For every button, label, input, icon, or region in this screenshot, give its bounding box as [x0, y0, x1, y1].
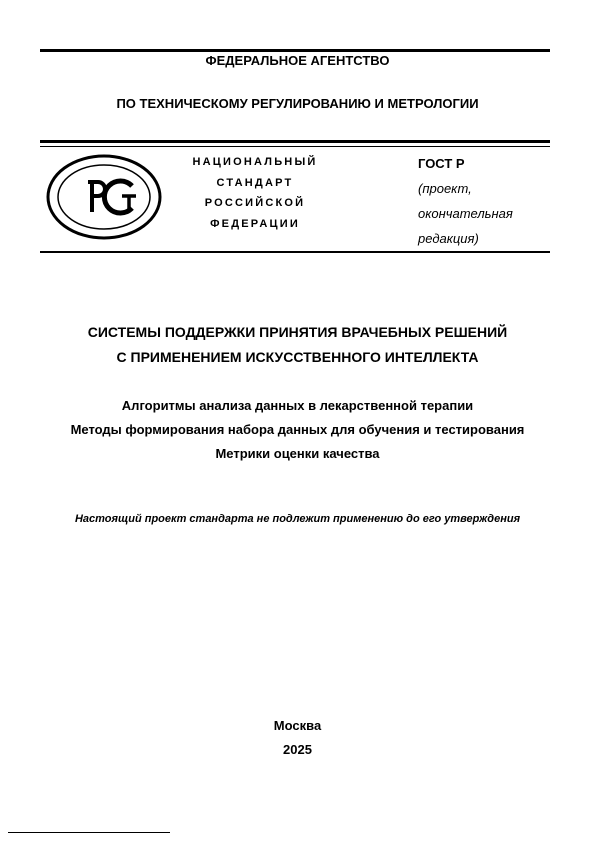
- publication-city: Москва: [273, 718, 322, 733]
- footnote-rule: [8, 832, 170, 833]
- draft-notice: Настоящий проект стандарта не подлежит применению до его утверждения: [74, 513, 521, 525]
- standard-label-line1: НАЦИОНАЛЬНЫЙ: [192, 156, 318, 168]
- draft-status: [418, 176, 513, 251]
- agency-name-line2: ПО ТЕХНИЧЕСКОМУ РЕГУЛИРОВАНИЮ И МЕТРОЛОГИИ: [116, 96, 479, 111]
- standard-block-rule: [40, 251, 550, 253]
- standard-label-line4: ФЕДЕРАЦИИ: [210, 218, 300, 230]
- subtitle-3: Метрики оценки качества: [215, 446, 380, 461]
- document-title-line2: С ПРИМЕНЕНИЕМ ИСКУССТВЕННОГО ИНТЕЛЛЕКТА: [116, 349, 479, 365]
- subtitle-2: Методы формирования набора данных для обучения и тестирования: [70, 422, 525, 437]
- document-title-line1: СИСТЕМЫ ПОДДЕРЖКИ ПРИНЯТИЯ ВРАЧЕБНЫХ РЕШЕНИЙ: [87, 324, 508, 340]
- top-rule: [40, 49, 550, 52]
- standard-label-line2: СТАНДАРТ: [216, 177, 294, 189]
- subtitle-1: Алгоритмы анализа данных в лекарственной терапии: [121, 398, 474, 413]
- draft-status-line2: окончательная: [418, 206, 513, 221]
- header-rule-thin: [40, 146, 550, 147]
- agency-name-line1: ФЕДЕРАЛЬНОЕ АГЕНТСТВО: [205, 53, 390, 68]
- gost-designation: ГОСТ Р: [418, 156, 465, 171]
- header-rule-thick: [40, 140, 550, 143]
- publication-year: 2025: [283, 742, 312, 757]
- draft-status-line3: редакция): [418, 231, 479, 246]
- gost-r-emblem-icon: [44, 152, 164, 242]
- draft-status-line1: (проект,: [418, 181, 472, 196]
- standard-label-line3: РОССИЙСКОЙ: [204, 197, 306, 209]
